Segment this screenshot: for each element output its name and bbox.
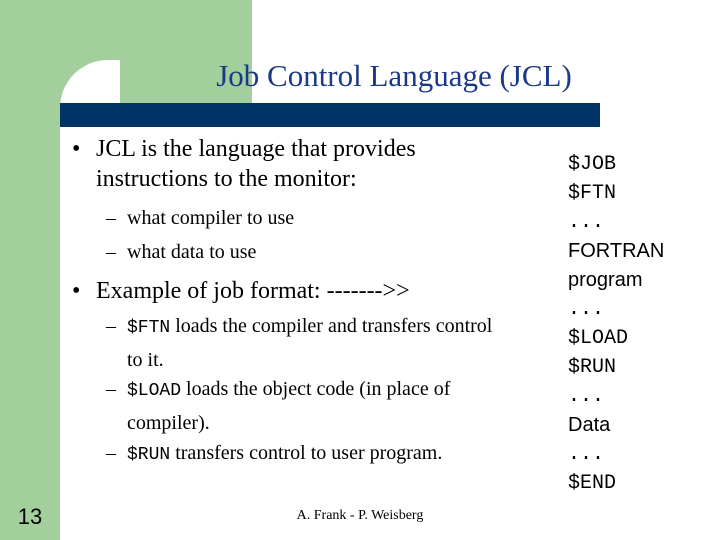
job-line: $LOAD [568,327,629,350]
sub-bullet-text [127,373,507,439]
dash-icon: – [106,442,116,464]
job-line: program [568,269,643,291]
job-line: $RUN [568,356,617,379]
sub-bullet-text [127,437,507,471]
dash-icon: – [106,378,116,400]
sub-bullet-description: transfers control to user program. [170,442,443,464]
code-run: $RUN [127,445,171,465]
dash-icon: – [106,241,116,263]
job-line: $FTN [568,182,617,205]
job-line: $END [568,472,617,495]
job-listing [568,150,708,498]
footer-authors: A. Frank - P. Weisberg [296,508,424,523]
job-line: ... [568,443,605,466]
job-line: $JOB [568,153,617,176]
slide-title: Job Control Language (JCL) [216,58,572,93]
job-line: FORTRAN [568,240,665,262]
bullet-dot-icon: • [72,136,81,162]
sub-bullet-description: loads the compiler and transfers control to it. [127,315,493,371]
sub-bullet-description: loads the object code (in place of compiler). [127,378,451,434]
job-line: ... [568,385,605,408]
job-line: ... [568,298,605,321]
dash-icon: – [106,207,116,229]
code-load: $LOAD [127,381,182,401]
sub-bullet-text: what compiler to use [127,207,295,229]
code-ftn: $FTN [127,318,171,338]
dash-icon: – [106,315,116,337]
slide-number: 13 [17,504,43,529]
job-line: ... [568,211,605,234]
sub-bullet-text: what data to use [127,241,257,263]
job-line: Data [568,414,611,436]
bullet-text: JCL is the language that provides instructions to the monitor: [96,136,416,192]
bullet-text: Example of job format: ------->> [96,278,410,304]
bullet-dot-icon: • [72,278,81,304]
title-underline-bar [60,103,600,127]
sub-bullet-text [127,310,507,376]
